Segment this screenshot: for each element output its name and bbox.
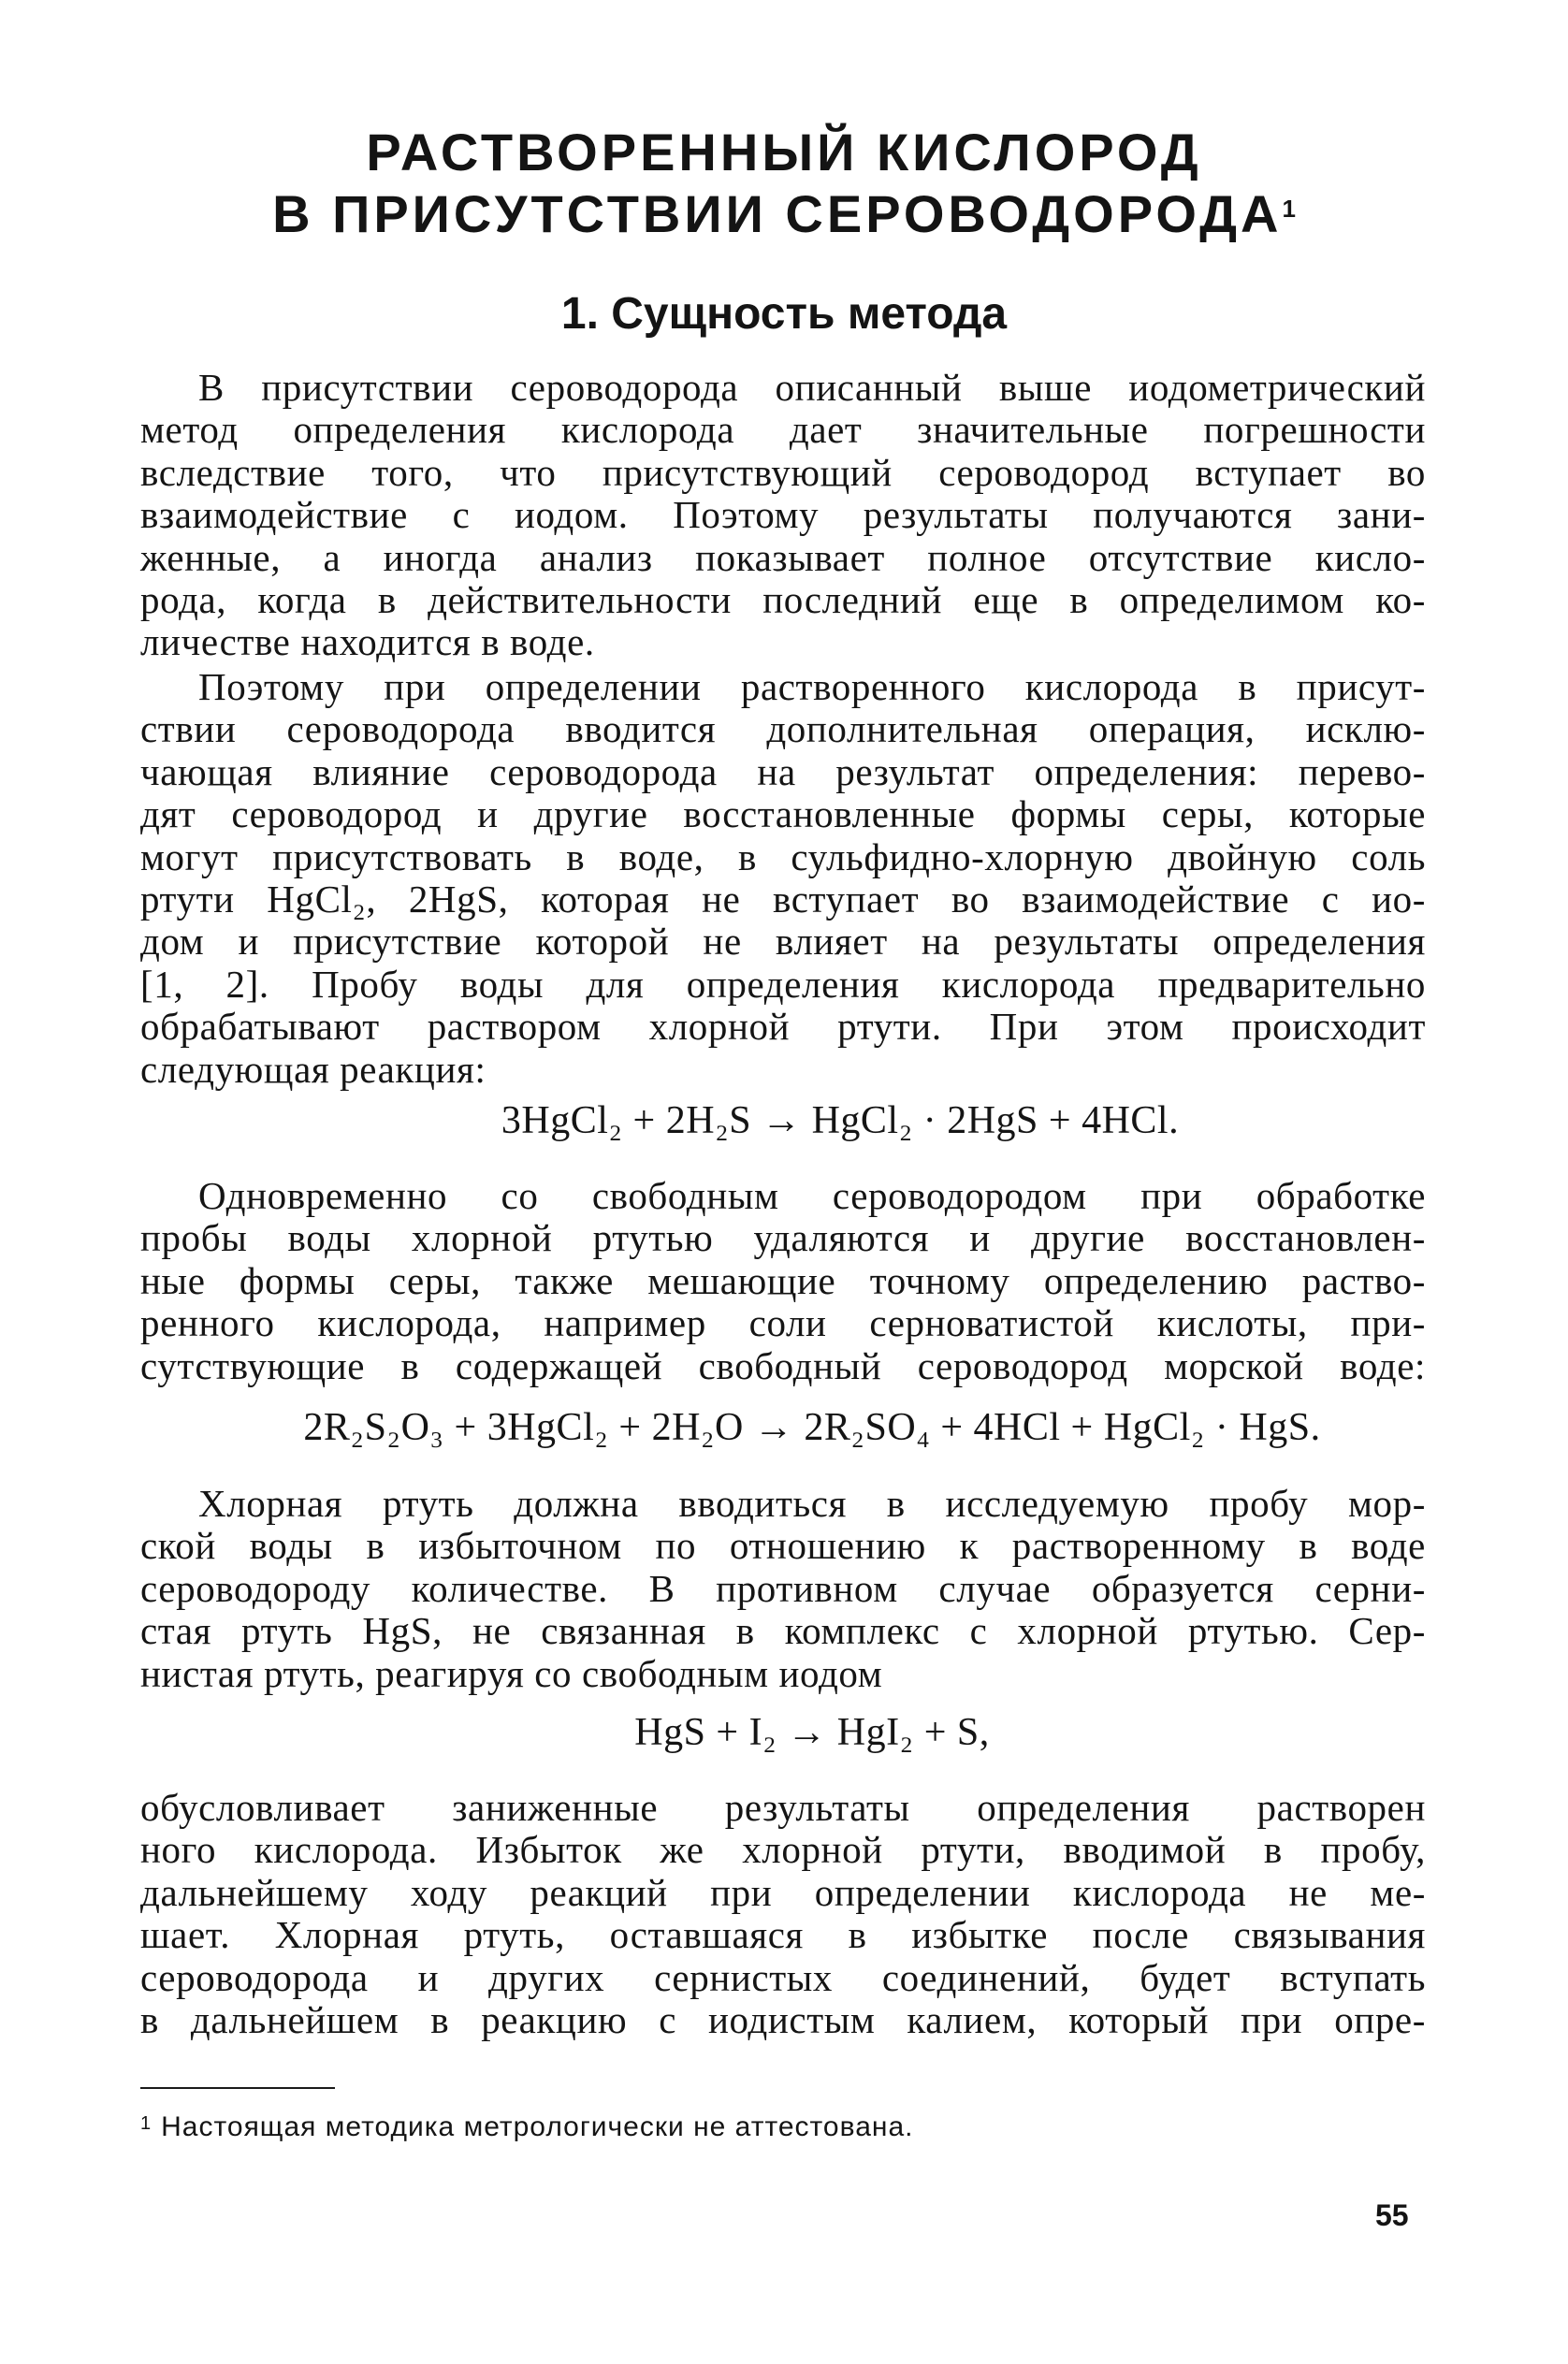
page-title-line-1 [0, 122, 1568, 183]
text-line: дят сероводород и другие восстановленные формы серы, которые [140, 792, 1426, 836]
page-number: 55 [1375, 2198, 1409, 2232]
text-line: дальнейшему ходу реакций при определении кислорода не ме- [140, 1870, 1426, 1914]
text-line: чающая влияние сероводорода на результат определения: перево- [140, 749, 1426, 793]
text-line: следующая реакция: [140, 1047, 486, 1091]
text-line: шает. Хлорная ртуть, оставшаяся в избытке после связывания [140, 1913, 1426, 1957]
text-line: В присутствии сероводорода описанный выше иодометрический [198, 366, 1426, 409]
equation-1: 3HgCl₂ + 2H₂S → HgCl₂ · 2HgS + 4HCl. [501, 1099, 1180, 1142]
text-line: ртути HgCl₂, 2HgS, которая не вступает во взаимодействие с ио- [140, 877, 1426, 921]
paragraph-1 [140, 367, 1426, 664]
text-line: дом и присутствие которой не влияет на результаты определения [140, 920, 1426, 964]
text-line: ные формы серы, также мешающие точному определению раство- [140, 1258, 1426, 1302]
text-line: вследствие того, что присутствующий сероводород вступает во [140, 450, 1426, 494]
text-line: стая ртуть HgS, не связанная в комплекс с хлорной ртутью. Сер- [140, 1609, 1426, 1653]
footnote-divider [140, 2087, 335, 2089]
text-line: Одновременно со свободным сероводородом при обработке [198, 1174, 1426, 1217]
paragraph-4 [140, 1483, 1426, 1695]
text-line: [1, 2]. Пробу воды для определения кислорода предварительно [140, 962, 1426, 1006]
text-line: личестве находится в воде. [140, 620, 595, 664]
text-line: Поэтому при определении растворенного кислорода в присут- [198, 665, 1426, 708]
text-line: ствии сероводорода вводится дополнительная операция, исклю- [140, 707, 1426, 751]
text-line: женные, а иногда анализ показывает полное отсутствие кисло- [140, 535, 1426, 579]
text-line: сутствующие в содержащей свободный сероводород морской воде: [140, 1343, 1426, 1387]
text-line: нистая ртуть, реагируя со свободным иодом [140, 1651, 883, 1695]
section-heading: 1. Сущность метода [560, 289, 1008, 339]
title-text-2: В ПРИСУТСТВИИ СЕРОВОДОРОДА [272, 184, 1283, 243]
equation-3: HgS + I₂ → HgI₂ + S, [634, 1711, 990, 1754]
text-line: рода, когда в действительности последний еще в определимом ко- [140, 577, 1426, 621]
title-text-1: РАСТВОРЕННЫЙ КИСЛОРОД [366, 123, 1202, 181]
text-line: могут присутствовать в воде, в сульфидно-хлорную двойную соль [140, 834, 1426, 878]
text-line: взаимодействие с иодом. Поэтому результаты получаются зани- [140, 493, 1426, 537]
text-line: обусловливает заниженные результаты определения растворен [140, 1786, 1426, 1829]
paragraph-3 [140, 1175, 1426, 1387]
page-title-line-2 [0, 183, 1568, 245]
text-line: метод определения кислорода дает значительные погрешности [140, 408, 1426, 452]
text-line: ренного кислорода, например соли серноватистой кислоты, при- [140, 1301, 1426, 1345]
text-line: ного кислорода. Избыток же хлорной ртути, вводимой в пробу, [140, 1828, 1426, 1872]
text-line: сероводорода и других сернистых соединений, будет вступать [140, 1955, 1426, 1999]
footnote-text: Настоящая методика метрологически не аттестована. [161, 2111, 914, 2142]
text-line: в дальнейшем в реакцию с иодистым калием, который при опре- [140, 1997, 1426, 2041]
paragraph-2 [140, 666, 1426, 1091]
text-line: обрабатывают раствором хлорной ртути. При этом происходит [140, 1005, 1426, 1049]
text-line: Хлорная ртуть должна вводиться в исследуемую пробу мор- [198, 1482, 1426, 1525]
text-line: пробы воды хлорной ртутью удаляются и другие восстановлен- [140, 1216, 1426, 1260]
equation-2: 2R₂S₂O₃ + 3HgCl₂ + 2H₂O → 2R₂SO₄ + 4HCl + HgCl₂ · HgS. [303, 1406, 1321, 1449]
footnote [140, 2109, 1357, 2146]
text-line: ской воды в избыточном по отношению к растворенному в воде [140, 1524, 1426, 1568]
title-footnote-mark: 1 [1282, 195, 1296, 223]
footnote-mark: 1 [140, 2113, 152, 2134]
text-line: сероводороду количестве. В противном случае образуется серни- [140, 1566, 1426, 1610]
paragraph-5 [140, 1787, 1426, 2041]
